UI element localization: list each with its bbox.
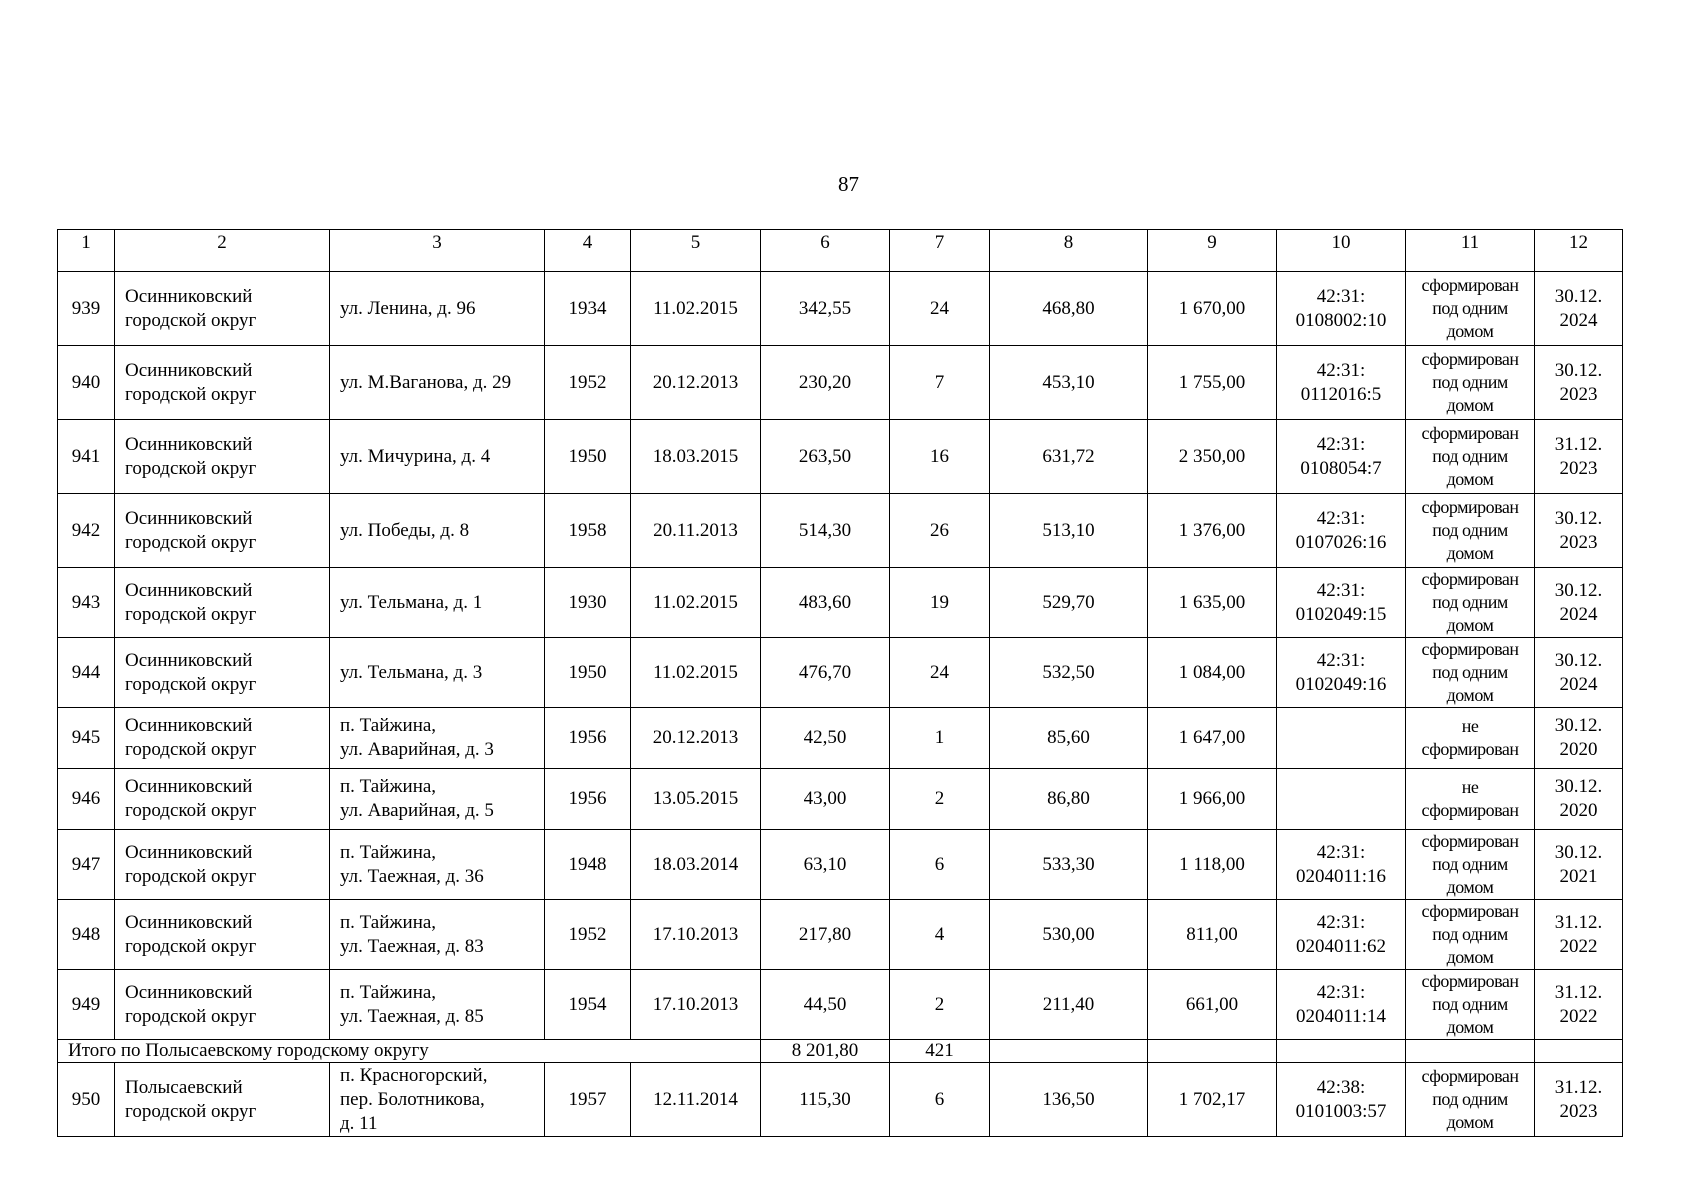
- column-number: 12: [1535, 230, 1623, 272]
- cadastral-number-cell: 42:31: 0204011:62: [1277, 900, 1406, 970]
- municipality-cell: Осинниковский городской округ: [115, 568, 330, 638]
- column-number: 3: [330, 230, 545, 272]
- cost-cell: 1 635,00: [1148, 568, 1277, 638]
- area-cell: 115,30: [761, 1063, 890, 1137]
- residents-cell: 7: [890, 346, 990, 420]
- cadastral-number-cell: 42:31: 0108002:10: [1277, 272, 1406, 346]
- year-cell: 1956: [545, 708, 631, 769]
- table-row: [58, 272, 1623, 346]
- date-cell: 12.11.2014: [631, 1063, 761, 1137]
- municipality-cell: Осинниковский городской округ: [115, 900, 330, 970]
- date-cell: 17.10.2013: [631, 900, 761, 970]
- date-cell: 18.03.2015: [631, 420, 761, 494]
- deadline-cell: 30.12. 2020: [1535, 769, 1623, 830]
- year-cell: 1954: [545, 970, 631, 1040]
- total-row: [58, 1040, 1623, 1063]
- total-area: 8 201,80: [761, 1040, 890, 1063]
- year-cell: 1950: [545, 420, 631, 494]
- column-number: 6: [761, 230, 890, 272]
- cadastral-number-cell: 42:31: 0107026:16: [1277, 494, 1406, 568]
- cadastral-number-cell: 42:31: 0112016:5: [1277, 346, 1406, 420]
- land-status-cell: сформирован под одним домом: [1406, 494, 1535, 568]
- date-cell: 11.02.2015: [631, 638, 761, 708]
- land-status-cell: сформирован под одним домом: [1406, 1063, 1535, 1137]
- deadline-cell: 30.12. 2024: [1535, 568, 1623, 638]
- table-row: [58, 769, 1623, 830]
- land-area-cell: 532,50: [990, 638, 1148, 708]
- table-row: [58, 708, 1623, 769]
- land-status-cell: сформирован под одним домом: [1406, 420, 1535, 494]
- cadastral-number-cell: 42:31: 0204011:14: [1277, 970, 1406, 1040]
- area-cell: 342,55: [761, 272, 890, 346]
- cadastral-number-cell: 42:31: 0102049:16: [1277, 638, 1406, 708]
- municipality-cell: Полысаевский городской округ: [115, 1063, 330, 1137]
- cost-cell: 1 670,00: [1148, 272, 1277, 346]
- land-area-cell: 136,50: [990, 1063, 1148, 1137]
- land-area-cell: 631,72: [990, 420, 1148, 494]
- cadastral-number-cell: [1277, 769, 1406, 830]
- row-number: 941: [58, 420, 115, 494]
- year-cell: 1956: [545, 769, 631, 830]
- land-status-cell: сформирован под одним домом: [1406, 900, 1535, 970]
- residents-cell: 6: [890, 830, 990, 900]
- date-cell: 11.02.2015: [631, 568, 761, 638]
- area-cell: 483,60: [761, 568, 890, 638]
- residents-cell: 19: [890, 568, 990, 638]
- cost-cell: 1 647,00: [1148, 708, 1277, 769]
- residents-cell: 24: [890, 272, 990, 346]
- land-status-cell: сформирован под одним домом: [1406, 346, 1535, 420]
- land-status-cell: не сформирован: [1406, 769, 1535, 830]
- area-cell: 263,50: [761, 420, 890, 494]
- column-number: 2: [115, 230, 330, 272]
- land-area-cell: 533,30: [990, 830, 1148, 900]
- address-cell: ул. Тельмана, д. 1: [330, 568, 545, 638]
- land-area-cell: 85,60: [990, 708, 1148, 769]
- cost-cell: 1 966,00: [1148, 769, 1277, 830]
- row-number: 940: [58, 346, 115, 420]
- cost-cell: 1 376,00: [1148, 494, 1277, 568]
- cadastral-number-cell: 42:31: 0204011:16: [1277, 830, 1406, 900]
- table-row: [58, 638, 1623, 708]
- empty-cell: [990, 1040, 1148, 1063]
- area-cell: 217,80: [761, 900, 890, 970]
- date-cell: 13.05.2015: [631, 769, 761, 830]
- address-cell: п. Тайжина, ул. Таежная, д. 36: [330, 830, 545, 900]
- address-cell: ул. Мичурина, д. 4: [330, 420, 545, 494]
- year-cell: 1957: [545, 1063, 631, 1137]
- land-status-cell: не сформирован: [1406, 708, 1535, 769]
- municipality-cell: Осинниковский городской округ: [115, 638, 330, 708]
- deadline-cell: 31.12. 2022: [1535, 900, 1623, 970]
- year-cell: 1948: [545, 830, 631, 900]
- cadastral-number-cell: [1277, 708, 1406, 769]
- area-cell: 42,50: [761, 708, 890, 769]
- cost-cell: 1 118,00: [1148, 830, 1277, 900]
- deadline-cell: 30.12. 2024: [1535, 638, 1623, 708]
- address-cell: ул. Ленина, д. 96: [330, 272, 545, 346]
- column-number-row: [58, 230, 1623, 272]
- date-cell: 17.10.2013: [631, 970, 761, 1040]
- year-cell: 1958: [545, 494, 631, 568]
- column-number: 1: [58, 230, 115, 272]
- row-number: 950: [58, 1063, 115, 1137]
- deadline-cell: 31.12. 2023: [1535, 420, 1623, 494]
- table-body: [58, 230, 1623, 1137]
- deadline-cell: 30.12. 2023: [1535, 494, 1623, 568]
- row-number: 948: [58, 900, 115, 970]
- address-cell: п. Красногорский, пер. Болотникова, д. 11: [330, 1063, 545, 1137]
- cadastral-number-cell: 42:31: 0102049:15: [1277, 568, 1406, 638]
- address-cell: ул. М.Ваганова, д. 29: [330, 346, 545, 420]
- land-status-cell: сформирован под одним домом: [1406, 970, 1535, 1040]
- cost-cell: 2 350,00: [1148, 420, 1277, 494]
- table-row: [58, 970, 1623, 1040]
- land-status-cell: сформирован под одним домом: [1406, 272, 1535, 346]
- column-number: 11: [1406, 230, 1535, 272]
- address-cell: п. Тайжина, ул. Аварийная, д. 3: [330, 708, 545, 769]
- land-area-cell: 453,10: [990, 346, 1148, 420]
- area-cell: 63,10: [761, 830, 890, 900]
- column-number: 8: [990, 230, 1148, 272]
- municipality-cell: Осинниковский городской округ: [115, 708, 330, 769]
- date-cell: 18.03.2014: [631, 830, 761, 900]
- table-row: [58, 568, 1623, 638]
- table-row: [58, 1063, 1623, 1137]
- cost-cell: 1 755,00: [1148, 346, 1277, 420]
- residents-cell: 1: [890, 708, 990, 769]
- area-cell: 44,50: [761, 970, 890, 1040]
- address-cell: п. Тайжина, ул. Аварийная, д. 5: [330, 769, 545, 830]
- land-status-cell: сформирован под одним домом: [1406, 830, 1535, 900]
- page-number: 87: [838, 172, 859, 196]
- cost-cell: 1 084,00: [1148, 638, 1277, 708]
- municipality-cell: Осинниковский городской округ: [115, 420, 330, 494]
- column-number: 5: [631, 230, 761, 272]
- column-number: 4: [545, 230, 631, 272]
- cost-cell: 661,00: [1148, 970, 1277, 1040]
- land-area-cell: 86,80: [990, 769, 1148, 830]
- municipality-cell: Осинниковский городской округ: [115, 830, 330, 900]
- cadastral-number-cell: 42:31: 0108054:7: [1277, 420, 1406, 494]
- area-cell: 230,20: [761, 346, 890, 420]
- total-residents: 421: [890, 1040, 990, 1063]
- land-area-cell: 468,80: [990, 272, 1148, 346]
- total-label: Итого по Полысаевскому городскому округу: [58, 1040, 761, 1063]
- address-cell: п. Тайжина, ул. Таежная, д. 83: [330, 900, 545, 970]
- residents-cell: 4: [890, 900, 990, 970]
- date-cell: 20.12.2013: [631, 708, 761, 769]
- year-cell: 1930: [545, 568, 631, 638]
- land-area-cell: 530,00: [990, 900, 1148, 970]
- deadline-cell: 30.12. 2021: [1535, 830, 1623, 900]
- table-row: [58, 900, 1623, 970]
- residents-cell: 16: [890, 420, 990, 494]
- table-row: [58, 420, 1623, 494]
- table-row: [58, 346, 1623, 420]
- land-area-cell: 529,70: [990, 568, 1148, 638]
- address-cell: ул. Тельмана, д. 3: [330, 638, 545, 708]
- row-number: 944: [58, 638, 115, 708]
- year-cell: 1950: [545, 638, 631, 708]
- municipality-cell: Осинниковский городской округ: [115, 769, 330, 830]
- land-status-cell: сформирован под одним домом: [1406, 568, 1535, 638]
- empty-cell: [1406, 1040, 1535, 1063]
- cadastral-number-cell: 42:38: 0101003:57: [1277, 1063, 1406, 1137]
- land-area-cell: 513,10: [990, 494, 1148, 568]
- deadline-cell: 31.12. 2023: [1535, 1063, 1623, 1137]
- municipality-cell: Осинниковский городской округ: [115, 970, 330, 1040]
- row-number: 947: [58, 830, 115, 900]
- area-cell: 514,30: [761, 494, 890, 568]
- land-area-cell: 211,40: [990, 970, 1148, 1040]
- date-cell: 20.11.2013: [631, 494, 761, 568]
- deadline-cell: 30.12. 2020: [1535, 708, 1623, 769]
- municipality-cell: Осинниковский городской округ: [115, 346, 330, 420]
- municipality-cell: Осинниковский городской округ: [115, 272, 330, 346]
- row-number: 949: [58, 970, 115, 1040]
- municipality-cell: Осинниковский городской округ: [115, 494, 330, 568]
- residents-cell: 2: [890, 769, 990, 830]
- table-row: [58, 494, 1623, 568]
- table-row: [58, 830, 1623, 900]
- year-cell: 1952: [545, 900, 631, 970]
- residents-cell: 2: [890, 970, 990, 1040]
- cost-cell: 811,00: [1148, 900, 1277, 970]
- year-cell: 1952: [545, 346, 631, 420]
- residents-cell: 24: [890, 638, 990, 708]
- column-number: 10: [1277, 230, 1406, 272]
- row-number: 943: [58, 568, 115, 638]
- address-cell: п. Тайжина, ул. Таежная, д. 85: [330, 970, 545, 1040]
- row-number: 939: [58, 272, 115, 346]
- column-number: 9: [1148, 230, 1277, 272]
- housing-table: [57, 229, 1623, 1137]
- row-number: 946: [58, 769, 115, 830]
- cost-cell: 1 702,17: [1148, 1063, 1277, 1137]
- deadline-cell: 30.12. 2023: [1535, 346, 1623, 420]
- row-number: 942: [58, 494, 115, 568]
- land-status-cell: сформирован под одним домом: [1406, 638, 1535, 708]
- year-cell: 1934: [545, 272, 631, 346]
- empty-cell: [1148, 1040, 1277, 1063]
- empty-cell: [1277, 1040, 1406, 1063]
- address-cell: ул. Победы, д. 8: [330, 494, 545, 568]
- date-cell: 20.12.2013: [631, 346, 761, 420]
- date-cell: 11.02.2015: [631, 272, 761, 346]
- row-number: 945: [58, 708, 115, 769]
- area-cell: 43,00: [761, 769, 890, 830]
- residents-cell: 26: [890, 494, 990, 568]
- deadline-cell: 30.12. 2024: [1535, 272, 1623, 346]
- column-number: 7: [890, 230, 990, 272]
- deadline-cell: 31.12. 2022: [1535, 970, 1623, 1040]
- empty-cell: [1535, 1040, 1623, 1063]
- residents-cell: 6: [890, 1063, 990, 1137]
- area-cell: 476,70: [761, 638, 890, 708]
